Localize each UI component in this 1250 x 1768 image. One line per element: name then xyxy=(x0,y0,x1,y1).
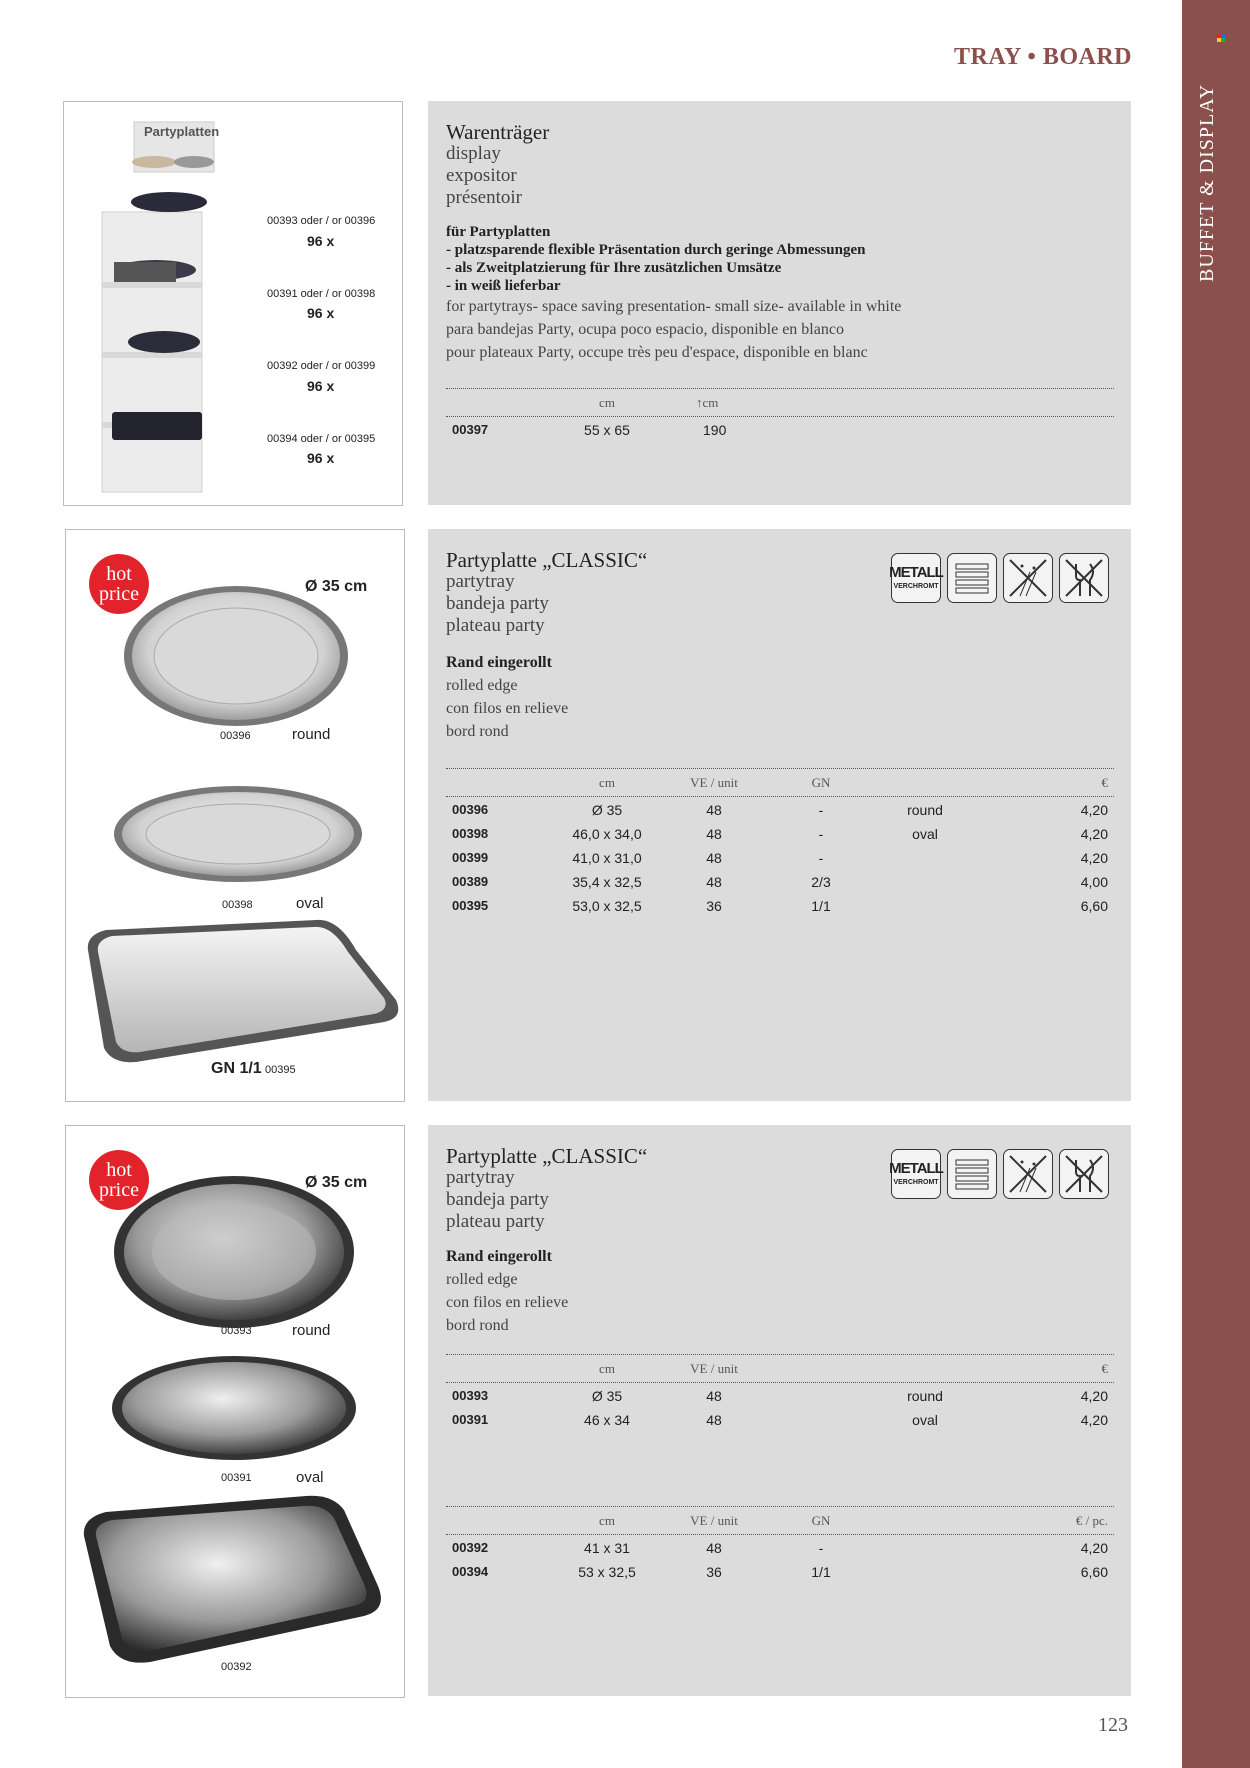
cell-shape: oval xyxy=(912,826,938,842)
arrow-up-icon: ↑ xyxy=(696,395,703,410)
image-label-code: 00391 oder / or 00398 xyxy=(267,288,376,300)
metall-verchromt-icon: METALL VERCHROMT xyxy=(891,553,941,603)
image-label-qty: 96 x xyxy=(307,378,335,394)
col-gn: GN xyxy=(811,775,831,790)
page-title: TRAY • BOARD xyxy=(954,44,1132,70)
cell-ve: 48 xyxy=(706,874,722,890)
col-price: € xyxy=(1101,1361,1108,1376)
product-title: Partyplatte „CLASSIC“ xyxy=(446,548,648,572)
product-subtitle: plateau party xyxy=(446,1211,545,1232)
diameter-label: Ø 35 cm xyxy=(305,578,368,595)
diameter-label: Ø 35 cm xyxy=(305,1174,368,1191)
image-label-code: 00392 xyxy=(221,1661,252,1673)
cell-price: 4,20 xyxy=(1080,1540,1108,1556)
cell-code: 00391 xyxy=(452,1412,489,1427)
cell-code: 00394 xyxy=(452,1564,489,1579)
col-cm: cm xyxy=(599,1361,615,1376)
cell-cm: Ø 35 xyxy=(591,1388,623,1404)
image-label-code: 00392 oder / or 00399 xyxy=(267,360,376,372)
cell-price: 4,20 xyxy=(1080,850,1108,866)
product-subtitle: display xyxy=(446,143,501,164)
product1-table xyxy=(446,388,1114,441)
image-label-shape: oval xyxy=(296,1469,324,1486)
product3-table2 xyxy=(446,1506,1114,1583)
display-sign-text: Partyplatten xyxy=(144,124,220,139)
metall-verchromt-icon: METALL VERCHROMT xyxy=(891,1149,941,1199)
cell-ve: 48 xyxy=(706,802,722,818)
product3-image xyxy=(65,1125,405,1698)
image-label-shape: round xyxy=(292,726,331,743)
cell-gn: 1/1 xyxy=(811,1564,831,1580)
cell-cm: Ø 35 xyxy=(591,802,623,818)
image-label-code: 00398 xyxy=(222,899,253,911)
cell-shape: round xyxy=(907,802,943,818)
cell-price: 4,20 xyxy=(1080,1388,1108,1404)
table-header xyxy=(446,1506,1114,1535)
stackable-icon xyxy=(947,553,997,603)
image-label-shape: round xyxy=(292,1322,331,1339)
product-desc-bold: - als Zweitplatzierung für Ihre zusätzlichen Umsätze xyxy=(446,260,782,276)
table-row xyxy=(446,1383,1114,1407)
product-desc-bold: - platzsparende flexible Präsentation durch geringe Abmessungen xyxy=(446,242,866,258)
cell-gn: 2/3 xyxy=(811,874,831,890)
product-desc-bold: Rand eingerollt xyxy=(446,1248,552,1265)
image-label-code: 00393 xyxy=(221,1325,252,1337)
table-row xyxy=(446,893,1114,917)
product-desc: bord rond xyxy=(446,1317,509,1334)
cell-code: 00393 xyxy=(452,1388,489,1403)
cell-cm: 55 x 65 xyxy=(584,422,630,438)
cell-price: 4,20 xyxy=(1080,802,1108,818)
no-food-contact-icon xyxy=(1059,553,1109,603)
col-cm: cm xyxy=(599,1513,615,1528)
col-cm: cm xyxy=(599,775,615,790)
col-price: € xyxy=(1101,775,1108,790)
product-subtitle: bandeja party xyxy=(446,1189,549,1210)
image-label-shape: oval xyxy=(296,895,324,912)
cell-price: 4,20 xyxy=(1080,1412,1108,1428)
cell-gn: - xyxy=(818,850,824,866)
hot-price-badge: hot price xyxy=(89,554,149,614)
cell-ve: 48 xyxy=(706,850,722,866)
cell-price: 6,60 xyxy=(1080,1564,1108,1580)
product1-image xyxy=(63,101,403,506)
col-gn: GN xyxy=(811,1513,831,1528)
table-row xyxy=(446,1559,1114,1583)
product-subtitle: présentoir xyxy=(446,187,522,208)
cell-ve: 48 xyxy=(706,1412,722,1428)
round-tray-image xyxy=(66,530,404,1101)
image-label-code: 00394 oder / or 00395 xyxy=(267,433,376,445)
product2-image xyxy=(65,529,405,1102)
feature-icons xyxy=(891,1149,1109,1199)
dishwasher-icon xyxy=(1003,553,1053,603)
image-label-code: 00393 oder / or 00396 xyxy=(267,215,376,227)
stackable-icon xyxy=(947,1149,997,1199)
cell-gn: - xyxy=(818,802,824,818)
cell-cm: 46,0 x 34,0 xyxy=(572,826,642,842)
image-label-code: 00396 xyxy=(220,730,251,742)
product-desc-bold: für Partyplatten xyxy=(446,224,551,240)
dishwasher-icon xyxy=(1003,1149,1053,1199)
page-number: 123 xyxy=(1098,1714,1128,1736)
cell-cm: 41 x 31 xyxy=(584,1540,630,1556)
col-price: € / pc. xyxy=(1075,1513,1108,1528)
product-desc: con filos en relieve xyxy=(446,1294,569,1311)
cell-cm: 53 x 32,5 xyxy=(578,1564,636,1580)
cell-gn: - xyxy=(818,826,824,842)
product3-table1 xyxy=(446,1354,1114,1431)
color-marker-icon xyxy=(1217,34,1225,42)
cell-ve: 48 xyxy=(706,1540,722,1556)
product-subtitle: partytray xyxy=(446,1167,515,1188)
product-desc: rolled edge xyxy=(446,677,518,694)
cell-cm: 35,4 x 32,5 xyxy=(572,874,642,890)
product-desc: con filos en relieve xyxy=(446,700,569,717)
cell-ve: 48 xyxy=(706,826,722,842)
table-row xyxy=(446,797,1114,821)
product-desc: for partytrays- space saving presentation- small size- available in white xyxy=(446,298,902,315)
table-row xyxy=(446,417,1114,441)
product-desc: pour plateaux Party, occupe très peu d'espace, disponible en blanc xyxy=(446,344,868,361)
ornate-trays-image xyxy=(66,1126,404,1697)
product-subtitle: plateau party xyxy=(446,615,545,636)
col-height: ↑cm xyxy=(696,395,719,410)
cell-cm: 41,0 x 31,0 xyxy=(572,850,642,866)
table-header xyxy=(446,1354,1114,1383)
product-desc-bold: Rand eingerollt xyxy=(446,654,552,671)
hot-price-badge: hot price xyxy=(89,1150,149,1210)
product-desc: rolled edge xyxy=(446,1271,518,1288)
table-row xyxy=(446,1407,1114,1431)
cell-shape: oval xyxy=(912,1412,938,1428)
product-subtitle: partytray xyxy=(446,571,515,592)
cell-ve: 36 xyxy=(706,898,722,914)
col-cm: cm xyxy=(599,395,615,410)
image-label-qty: 96 x xyxy=(307,305,335,321)
cell-code: 00397 xyxy=(452,422,489,437)
image-label-code: 00391 xyxy=(221,1472,252,1484)
cell-shape: round xyxy=(907,1388,943,1404)
sidebar-title: BUFFET & DISPLAY xyxy=(1196,83,1218,282)
cell-cm: 46 x 34 xyxy=(584,1412,630,1428)
cell-price: 6,60 xyxy=(1080,898,1108,914)
image-label-qty: 96 x xyxy=(307,450,335,466)
table-header xyxy=(446,388,1114,417)
cell-height: 190 xyxy=(703,422,727,438)
image-label-qty: 96 x xyxy=(307,233,335,249)
cell-code: 00399 xyxy=(452,850,489,865)
col-ve: VE / unit xyxy=(690,775,738,790)
cell-code: 00395 xyxy=(452,898,489,913)
product-desc: para bandejas Party, ocupa poco espacio, disponible en blanco xyxy=(446,321,844,338)
feature-icons xyxy=(891,553,1109,603)
product-desc-bold: - in weiß lieferbar xyxy=(446,278,561,294)
product-desc: bord rond xyxy=(446,723,509,740)
product-subtitle: expositor xyxy=(446,165,517,186)
image-label-gn: GN 1/1 xyxy=(211,1060,262,1077)
cell-price: 4,00 xyxy=(1080,874,1108,890)
image-label-code: 00395 xyxy=(265,1064,296,1076)
cell-gn: 1/1 xyxy=(811,898,831,914)
table-row xyxy=(446,1535,1114,1559)
table-row xyxy=(446,869,1114,893)
cell-code: 00398 xyxy=(452,826,489,841)
cell-code: 00396 xyxy=(452,802,489,817)
product1-info xyxy=(428,101,1131,505)
cell-code: 00389 xyxy=(452,874,489,889)
col-ve: VE / unit xyxy=(690,1361,738,1376)
cell-price: 4,20 xyxy=(1080,826,1108,842)
col-ve: VE / unit xyxy=(690,1513,738,1528)
cell-code: 00392 xyxy=(452,1540,489,1555)
product-subtitle: bandeja party xyxy=(446,593,549,614)
cell-gn: - xyxy=(818,1540,824,1556)
cell-cm: 53,0 x 32,5 xyxy=(572,898,642,914)
table-row xyxy=(446,821,1114,845)
table-row xyxy=(446,845,1114,869)
product2-table xyxy=(446,768,1114,917)
product-title: Partyplatte „CLASSIC“ xyxy=(446,1144,648,1168)
cell-ve: 48 xyxy=(706,1388,722,1404)
product-title: Warenträger xyxy=(446,120,550,144)
table-header xyxy=(446,768,1114,797)
no-food-contact-icon xyxy=(1059,1149,1109,1199)
cell-ve: 36 xyxy=(706,1564,722,1580)
